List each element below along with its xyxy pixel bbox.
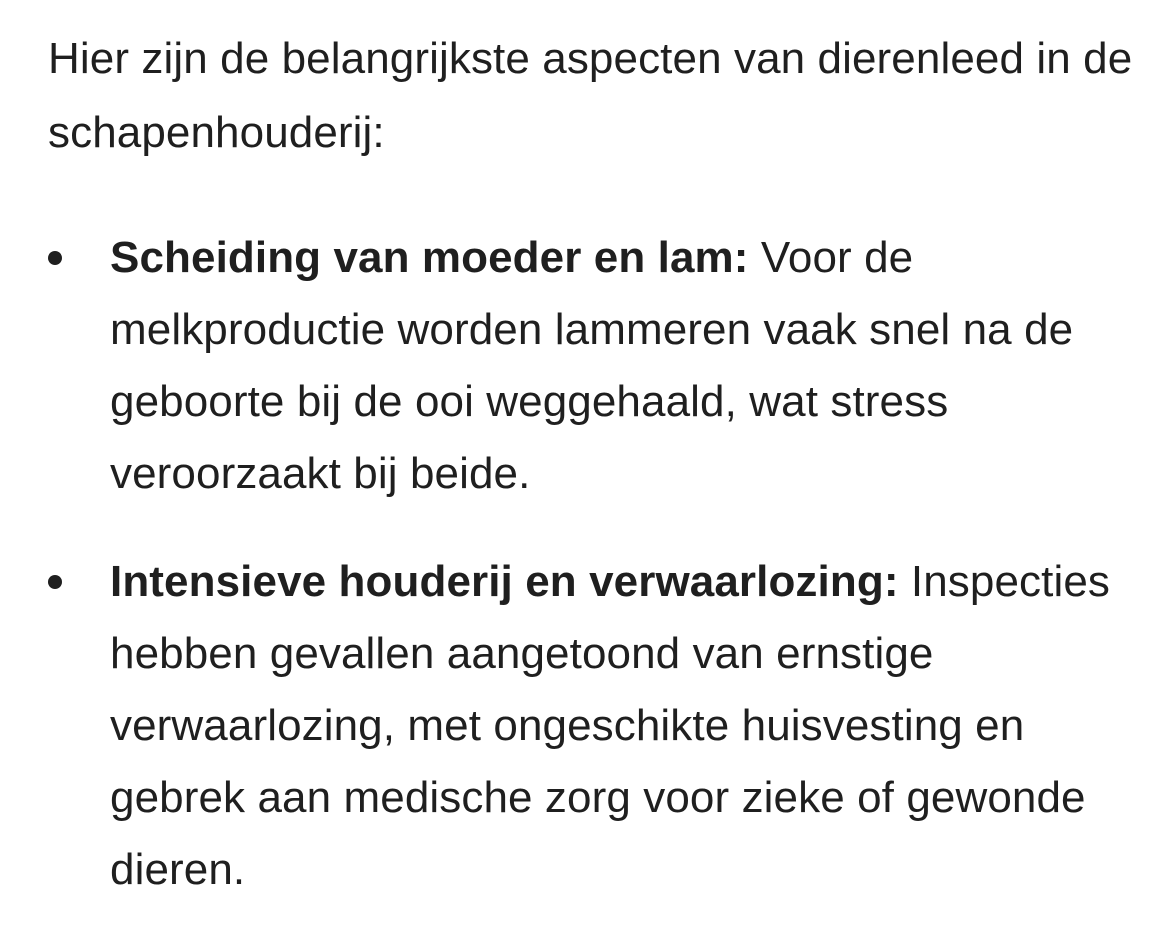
item-text: Inspecties hebben gevallen aangetoond van ernstige verwaarlozing, met ongeschikte huisvesting en gebrek aan medische zorg voor zieke of gewonde dieren. (110, 557, 1111, 894)
aspects-list (48, 222, 1148, 906)
item-title: Intensieve houderij en verwaarlozing: (110, 557, 899, 606)
bullet-icon (48, 575, 62, 589)
item-title: Scheiding van moeder en lam: (110, 233, 749, 282)
list-item (48, 222, 1148, 510)
item-text: Voor de melkproductie worden lammeren vaak snel na de geboorte bij de ooi weggehaald, wat stress veroorzaakt bij beide. (110, 233, 1074, 498)
bullet-icon (48, 251, 62, 265)
intro-paragraph: Hier zijn de belangrijkste aspecten van dierenleed in de schapenhouderij: (48, 34, 1133, 157)
list-item (48, 546, 1148, 906)
response-content (48, 22, 1148, 906)
